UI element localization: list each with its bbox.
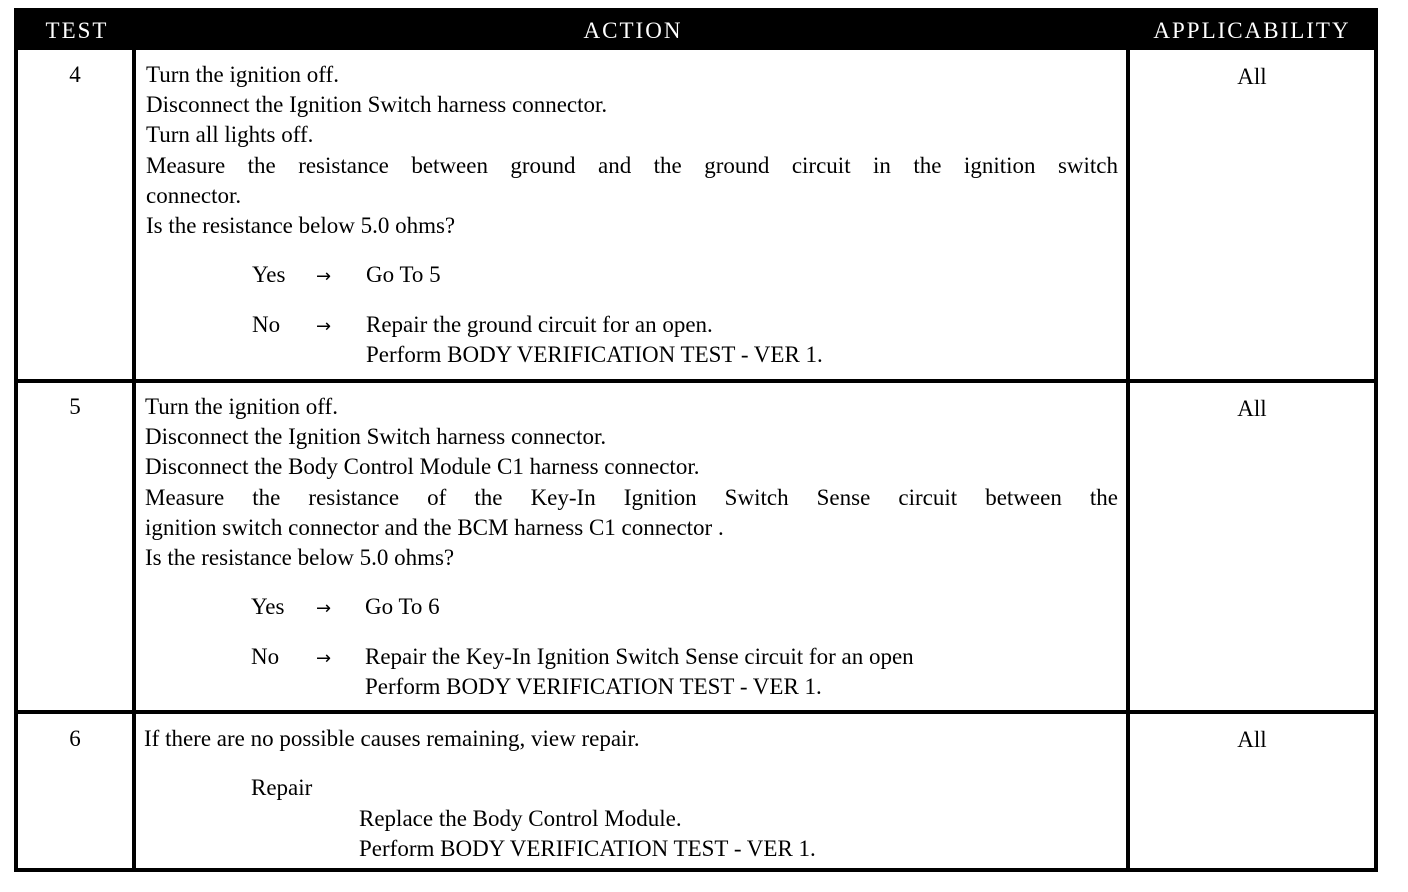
arrow-icon: → [316,266,332,287]
test-number: 6 [69,726,81,751]
yes-action: Go To 6 [365,594,440,619]
arrow-icon: → [316,648,332,669]
table-header [18,12,1374,50]
action-line: Disconnect the Body Control Module C1 harness connector. [145,454,700,479]
column-divider [132,50,136,868]
yes-label: Yes [252,262,286,287]
header-applicability: APPLICABILITY [1153,18,1351,43]
action-line: connector. [146,183,242,208]
repair-step: Replace the Body Control Module. [359,806,682,831]
arrow-icon: → [316,598,332,619]
action-line: Measure the resistance between ground and the ground circuit in the ignition switch [146,153,1118,178]
repair-step: Perform BODY VERIFICATION TEST - VER 1. [359,836,816,861]
yes-action: Go To 5 [366,262,441,287]
header-action: ACTION [583,18,683,43]
yes-label: Yes [251,594,285,619]
arrow-icon: → [316,316,332,337]
test-number: 4 [69,62,81,87]
no-label: No [251,644,280,669]
test-number: 5 [69,394,81,419]
action-line: Measure the resistance of the Key-In Ignition Switch Sense circuit between the [145,485,1118,510]
applicability-value: All [1237,396,1267,421]
action-line: Turn all lights off. [146,122,314,147]
header-test: TEST [45,18,109,43]
diagnostic-table [14,8,1378,872]
applicability-value: All [1237,727,1267,752]
no-action-followup: Perform BODY VERIFICATION TEST - VER 1. [365,674,822,699]
no-label: No [252,312,281,337]
action-line: Disconnect the Ignition Switch harness connector. [146,92,608,117]
row-divider [18,710,1374,714]
no-action-followup: Perform BODY VERIFICATION TEST - VER 1. [366,342,823,367]
no-action: Repair the Key-In Ignition Switch Sense circuit for an open [365,644,914,669]
repair-label: Repair [251,775,313,800]
action-line: Disconnect the Ignition Switch harness connector. [145,424,607,449]
action-line: ignition switch connector and the BCM harness C1 connector . [145,515,724,540]
action-line: Turn the ignition off. [146,62,339,87]
action-line: Turn the ignition off. [145,394,338,419]
action-line: Is the resistance below 5.0 ohms? [146,213,456,238]
no-action: Repair the ground circuit for an open. [366,312,713,337]
action-line: If there are no possible causes remaining, view repair. [144,726,640,751]
row-divider [18,379,1374,383]
applicability-value: All [1237,64,1267,89]
action-line: Is the resistance below 5.0 ohms? [145,545,455,570]
